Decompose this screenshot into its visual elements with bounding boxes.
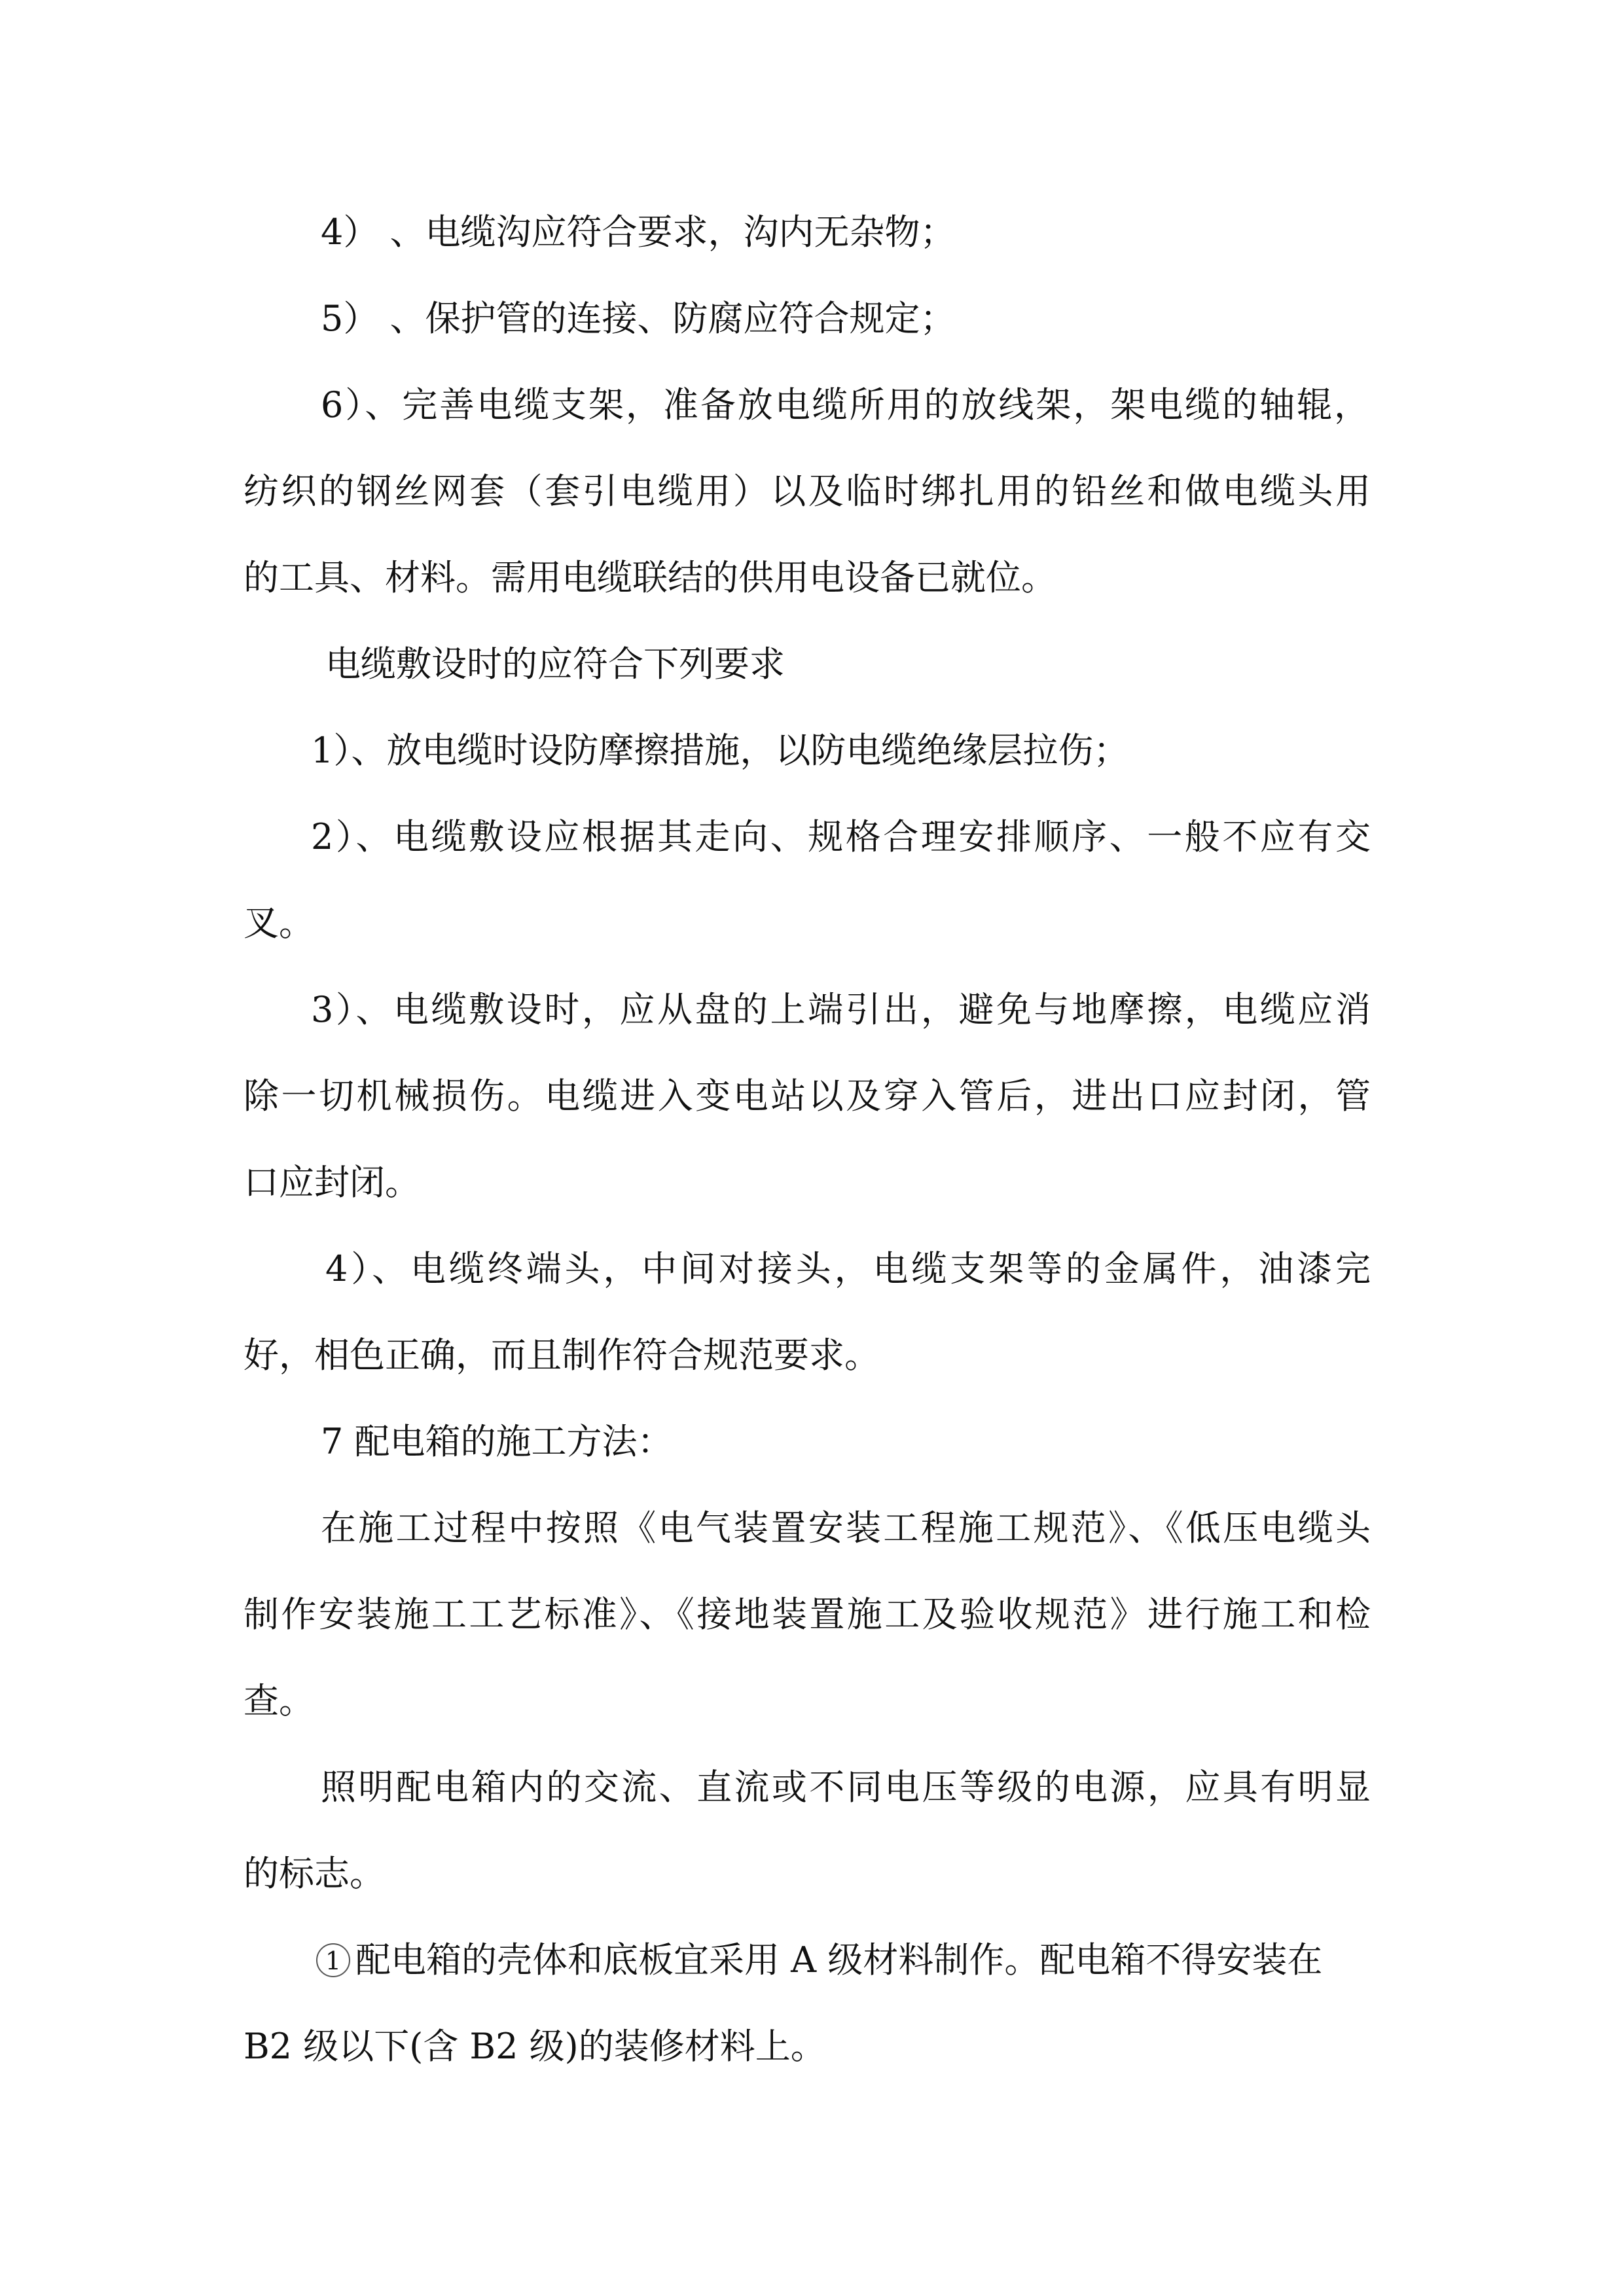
paragraph-line: 5） 、保护管的连接、防腐应符合规定； [321,298,956,339]
paragraph-line: 叉。 [244,903,314,944]
paragraph-line: 2）、电缆敷设应根据其走向、规格合理安排顺序、一般不应有交 [311,816,1371,857]
paragraph-line: 除一切机械损伤。电缆进入变电站以及穿入管后，进出口应封闭，管 [244,1075,1371,1117]
paragraph-line: 在施工过程中按照《电气装置安装工程施工规范》、《低压电缆头 [321,1507,1371,1549]
paragraph-line: 1）、放电缆时设防摩擦措施，以防电缆绝缘层拉伤； [311,730,1129,771]
paragraph-line: 查。 [244,1680,314,1721]
paragraph-line: 6）、完善电缆支架，准备放电缆所用的放线架，架电缆的轴辊， [321,384,1369,425]
paragraph-line: 4）、电缆终端头，中间对接头，电缆支架等的金属件，油漆完 [325,1248,1371,1289]
paragraph-line: 制作安装施工工艺标准》、《接地装置施工及验收规范》进行施工和检 [244,1594,1371,1635]
circled-number-marker: 1 [316,1943,350,1977]
list-item-circled [316,1937,1371,1983]
section-heading: 7 配电箱的施工方法： [321,1421,673,1462]
section-heading: 电缆敷设时的应符合下列要求 [325,643,785,685]
paragraph-line: 口应封闭。 [244,1162,420,1203]
paragraph-line: 的标志。 [244,1853,385,1894]
paragraph-line: 照明配电箱内的交流、直流或不同电压等级的电源，应具有明显 [321,1767,1371,1808]
paragraph-line: 纺织的钢丝网套（套引电缆用）以及临时绑扎用的铅丝和做电缆头用 [244,471,1371,512]
paragraph-line: 3）、电缆敷设时，应从盘的上端引出，避免与地摩擦，电缆应消 [311,989,1371,1030]
paragraph-line: 的工具、材料。需用电缆联结的供用电设备已就位。 [244,557,1056,598]
paragraph-line: 4） 、电缆沟应符合要求，沟内无杂物； [321,211,956,253]
paragraph-line: 配电箱的壳体和底板宜采用 A 级材料制作。配电箱不得安装在 [355,1939,1323,1981]
paragraph-line: 好，相色正确，而且制作符合规范要求。 [244,1335,880,1376]
paragraph-line: B2 级以下(含 B2 级)的装修材料上。 [244,2026,826,2067]
